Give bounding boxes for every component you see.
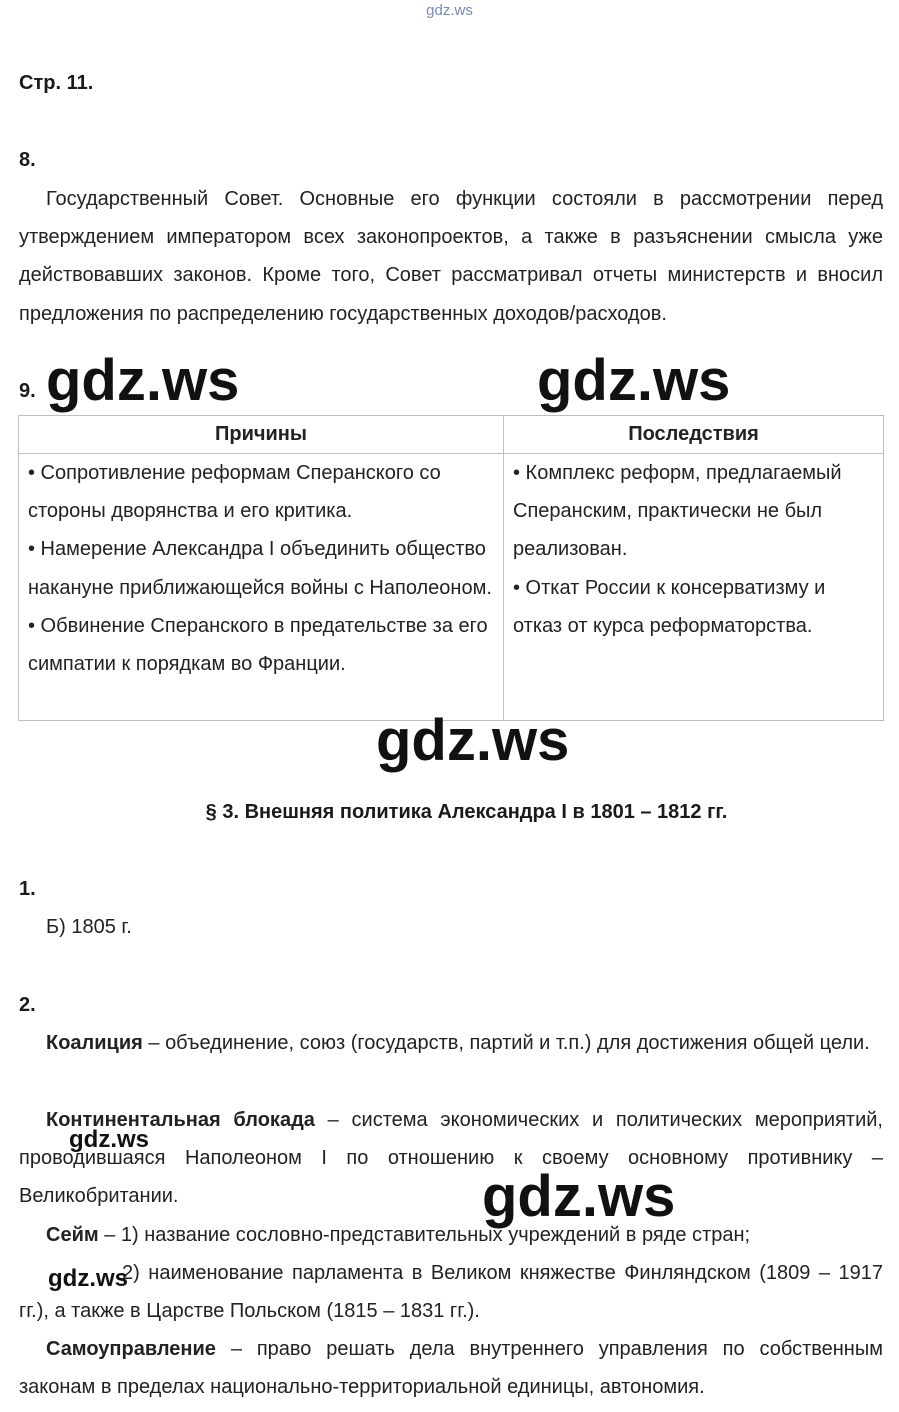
table-header-consequences: Последствия — [504, 416, 884, 454]
task-2-number: 2. — [19, 994, 36, 1016]
watermark: gdz.ws — [46, 348, 240, 413]
term-definition: система экономических и политических мероприятий, проводившаяся Наполеоном I по отношению к своему основному противнику – Великобритании. — [19, 1109, 883, 1208]
watermark: gdz.ws — [482, 1164, 676, 1229]
watermark: gdz.ws — [48, 1265, 129, 1292]
section-title: § 3. Внешняя политика Александра I в 1801 – 1812 гг. — [205, 801, 728, 823]
causes-consequences-table — [18, 415, 884, 721]
watermark: gdz.ws — [69, 1126, 150, 1153]
term-continental-blockade — [19, 1101, 883, 1216]
watermark: gdz.ws — [537, 348, 731, 413]
term-dash: – — [142, 1032, 166, 1054]
term-dash: – — [215, 1338, 257, 1360]
task-9-number: 9. — [19, 380, 36, 402]
task-1-number: 1. — [19, 878, 36, 900]
causes-cell — [19, 454, 504, 721]
term-sejm-second-meaning — [19, 1254, 883, 1330]
term-definition: право решать дела внутреннего управления по собственным законам в пределах национально-территориальной единицы, автономия. — [19, 1338, 883, 1399]
term-dash: – — [98, 1224, 121, 1246]
cause-item: • Обвинение Сперанского в предательстве за его симпатии к порядкам во Франции. — [28, 614, 488, 676]
page-heading: Стр. 11. — [19, 72, 94, 94]
term-self-government — [19, 1330, 883, 1406]
cause-item: • Намерение Александра I объединить общество накануне приближающейся войны с Наполеоном. — [28, 538, 492, 599]
watermark: gdz.ws — [376, 708, 570, 773]
term-title: Сейм — [46, 1224, 99, 1246]
task-8-text: Государственный Совет. Основные его функции состояли в рассмотрении перед утверждением императором всех законопроектов, а также в разъяснении смысла уже действовавших законов. Кроме того, Совет рассматривал отчеты министерств и вносил предложения по распределению государственных доходов/расходов. — [19, 188, 883, 325]
table-header-causes: Причины — [19, 416, 504, 454]
term-title: Континентальная блокада — [46, 1109, 315, 1131]
term-title: Коалиция — [46, 1032, 143, 1054]
consequences-cell — [504, 454, 884, 721]
consequence-item: • Откат России к консерватизму и отказ от курса реформаторства. — [513, 576, 826, 637]
term-definition: объединение, союз (государств, партий и т.п.) для достижения общей цели. — [165, 1032, 870, 1054]
cause-item: • Сопротивление реформам Сперанского со стороны дворянства и его критика. — [28, 462, 441, 523]
task-1-answer: Б) 1805 г. — [46, 916, 132, 938]
term-sejm — [19, 1216, 883, 1254]
term-title: Самоуправление — [46, 1338, 216, 1360]
consequence-item: • Комплекс реформ, предлагаемый Сперанским, практически не был реализован. — [513, 462, 842, 561]
term-coalition — [19, 1024, 883, 1062]
term-definition: 1) название сословно-представительных учреждений в ряде стран; — [120, 1224, 751, 1246]
term-dash: – — [314, 1109, 352, 1131]
watermark-top: gdz.ws — [426, 2, 473, 19]
task-8-number: 8. — [19, 149, 36, 171]
term-definition: 2) наименование парламента в Великом княжестве Финляндском (1809 – 1917 гг.), а также в Царстве Польском (1815 – 1831 гг.). — [19, 1262, 883, 1323]
